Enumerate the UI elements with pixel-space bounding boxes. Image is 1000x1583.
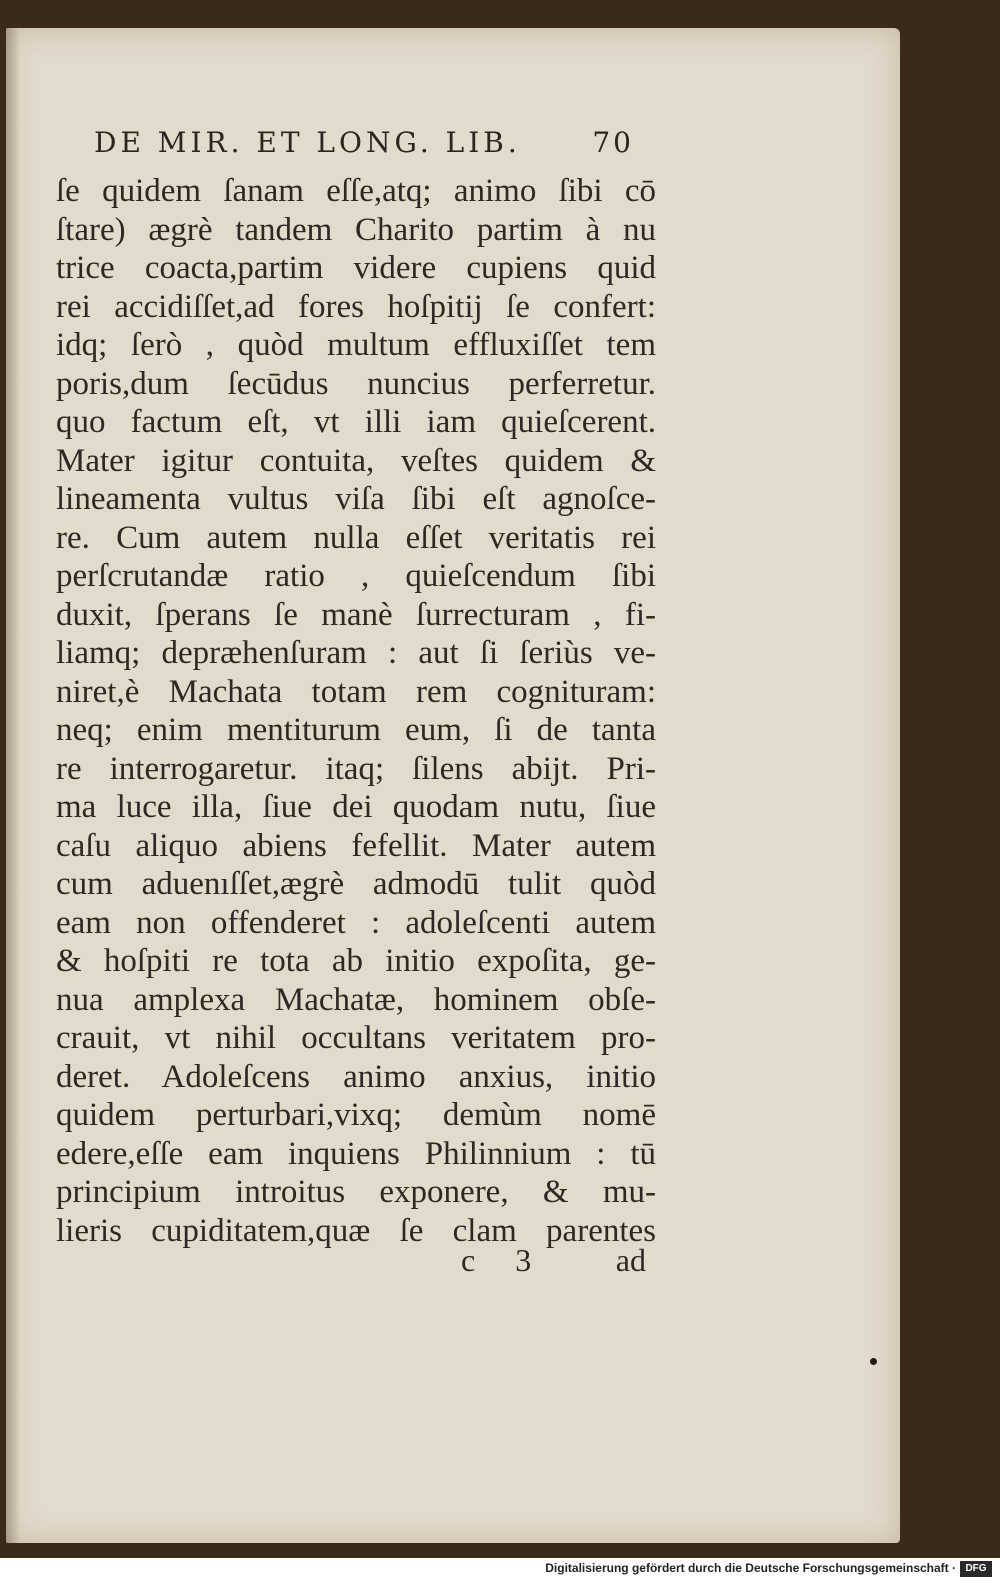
text-line: liamq; depræhenſuram : aut ſi ſeriùs ve- <box>56 635 656 671</box>
text-line: caſu aliquo abiens fefellit. Mater autem <box>56 827 656 864</box>
text-line: nua amplexa Machatæ, hominem obſe- <box>56 981 656 1018</box>
text-line: principium introitus exponere, & mu- <box>56 1174 656 1210</box>
ink-speck <box>870 1358 877 1365</box>
digitization-credit: Digitalisierung gefördert durch die Deutsche Forschungsgemeinschaft · <box>545 1561 956 1575</box>
page-number: 70 <box>592 126 634 159</box>
text-line: ſe quidem ſanam eſſe,atq; animo ſibi cō <box>56 173 656 209</box>
text-line: poris,dum ſecūdus nuncius perferretur. <box>56 365 656 402</box>
running-head <box>94 126 634 166</box>
catchword: ad <box>615 1242 646 1278</box>
text-line: rei accidiſſet,ad fores hoſpitij ſe confert: <box>56 288 656 325</box>
text-line: crauit, vt nihil occultans veritatem pro- <box>56 1020 656 1056</box>
body-text <box>56 172 656 1250</box>
text-line: ſtare) ægrè tandem Charito partim à nu <box>56 211 656 248</box>
text-line: cum aduenıſſet,ægrè admodū tulit quòd <box>56 866 656 902</box>
text-line: quo factum eſt, vt illi iam quieſcerent. <box>56 404 656 440</box>
text-line: eam non offenderet : adoleſcenti autem <box>56 904 656 941</box>
dfg-logo: DFG <box>960 1561 992 1577</box>
text-line: duxit, ſperans ſe manè ſurrecturam , fi- <box>56 596 656 633</box>
text-line: lineamenta vultus viſa ſibi eſt agnoſce- <box>56 481 656 517</box>
text-line: perſcrutandæ ratio , quieſcendum ſibi <box>56 558 656 594</box>
text-line: lieris cupiditatem,quæ ſe clam parentes <box>56 1212 656 1249</box>
text-line: niret,è Machata totam rem cognituram: <box>56 673 656 710</box>
text-line: Mater igitur contuita, veſtes quidem & <box>56 442 656 479</box>
running-head-title: DE MIR. ET LONG. LIB. <box>94 126 521 159</box>
text-line: re. Cum autem nulla eſſet veritatis rei <box>56 519 656 556</box>
text-line: neq; enim mentiturum eum, ſi de tanta <box>56 712 656 748</box>
text-line: & hoſpiti re tota ab initio expoſita, ge- <box>56 943 656 979</box>
catchline <box>56 1242 656 1282</box>
text-line: edere,eſſe eam inquiens Philinnium : tū <box>56 1135 656 1172</box>
text-line: trice coacta,partim videre cupiens quid <box>56 250 656 286</box>
text-line: quidem perturbari,vixq; demùm nomē <box>56 1097 656 1133</box>
text-line: deret. Adoleſcens animo anxius, initio <box>56 1058 656 1095</box>
text-line: ma luce illa, ſiue dei quodam nutu, ſiue <box>56 789 656 825</box>
text-line: re interrogaretur. itaq; ſilens abijt. Pri- <box>56 750 656 787</box>
page-edge-shadow <box>6 28 20 1543</box>
text-line: idq; ſerò , quòd multum effluxiſſet tem <box>56 327 656 363</box>
signature-mark: c 3 <box>461 1242 548 1278</box>
